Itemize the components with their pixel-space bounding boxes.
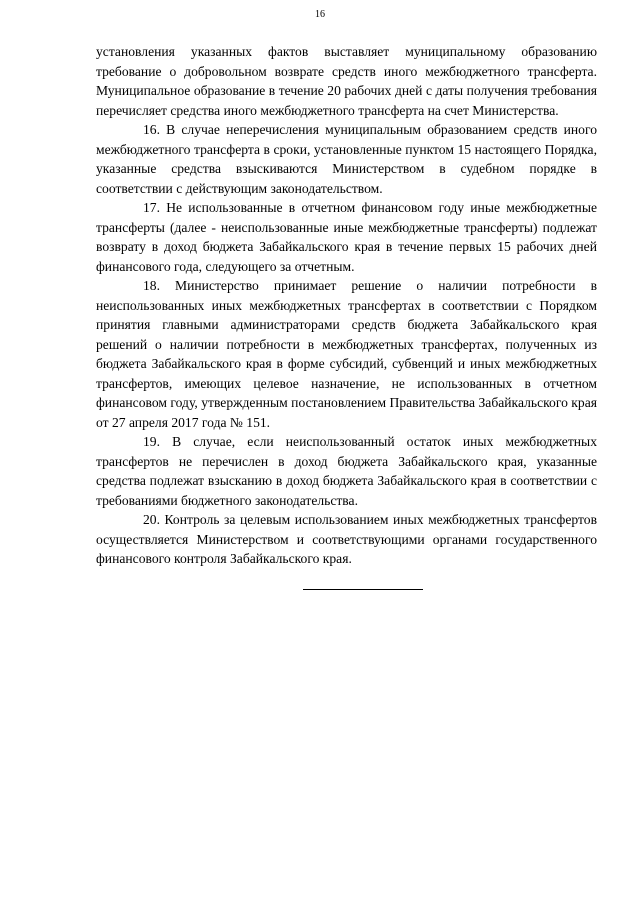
paragraph-17: 17. Не использованные в отчетном финансовом году иные межбюджетные трансферты (далее - неиспользованные иные межбюджетные трансферты) подлежат возврату в доход бюджета Забайкальского края в течение первых 15 рабочих дней финансового года, следующего за отчетным. xyxy=(96,200,597,274)
page-number: 16 xyxy=(315,9,325,20)
paragraph-19: 19. В случае, если неиспользованный остаток иных межбюджетных трансфертов не перечислен в доход бюджета Забайкальского края, указанные средства подлежат взысканию в доход бюджета Забайкальского края в соответствии с требованиями бюджетного законодательства. xyxy=(96,434,597,508)
closing-rule xyxy=(303,589,423,590)
paragraph-15-continuation: установления указанных фактов выставляет муниципальному образованию требование о добровольном возврате средств иного межбюджетного трансферта. Муниципальное образование в течение 20 рабочих дней с даты получения требования перечисляет средства иного межбюджетного трансферта на счет Министерства. xyxy=(96,44,597,118)
paragraph-18: 18. Министерство принимает решение о наличии потребности в неиспользованных иных межбюджетных трансфертах в соответствии с Порядком принятия главными администраторами средств бюджета Забайкальского края решений о наличии потребности в межбюджетных трансфертах, полученных из бюджета Забайкальского края в форме субсидий, субвенций и иных межбюджетных трансфертов, имеющих целевое назначение, не использованных в отчетном финансовом году, утвержденным постановлением Правительства Забайкальского края от 27 апреля 2017 года № 151. xyxy=(96,278,597,430)
paragraph-16: 16. В случае неперечисления муниципальным образованием средств иного межбюджетного трансферта в сроки, установленные пунктом 15 настоящего Порядка, указанные средства взыскиваются Министерством в судебном порядке в соответствии с действующим законодательством. xyxy=(96,122,597,196)
document-body xyxy=(96,42,597,569)
paragraph-20: 20. Контроль за целевым использованием иных межбюджетных трансфертов осуществляется Министерством и соответствующими органами государственного финансового контроля Забайкальского края. xyxy=(96,512,597,566)
